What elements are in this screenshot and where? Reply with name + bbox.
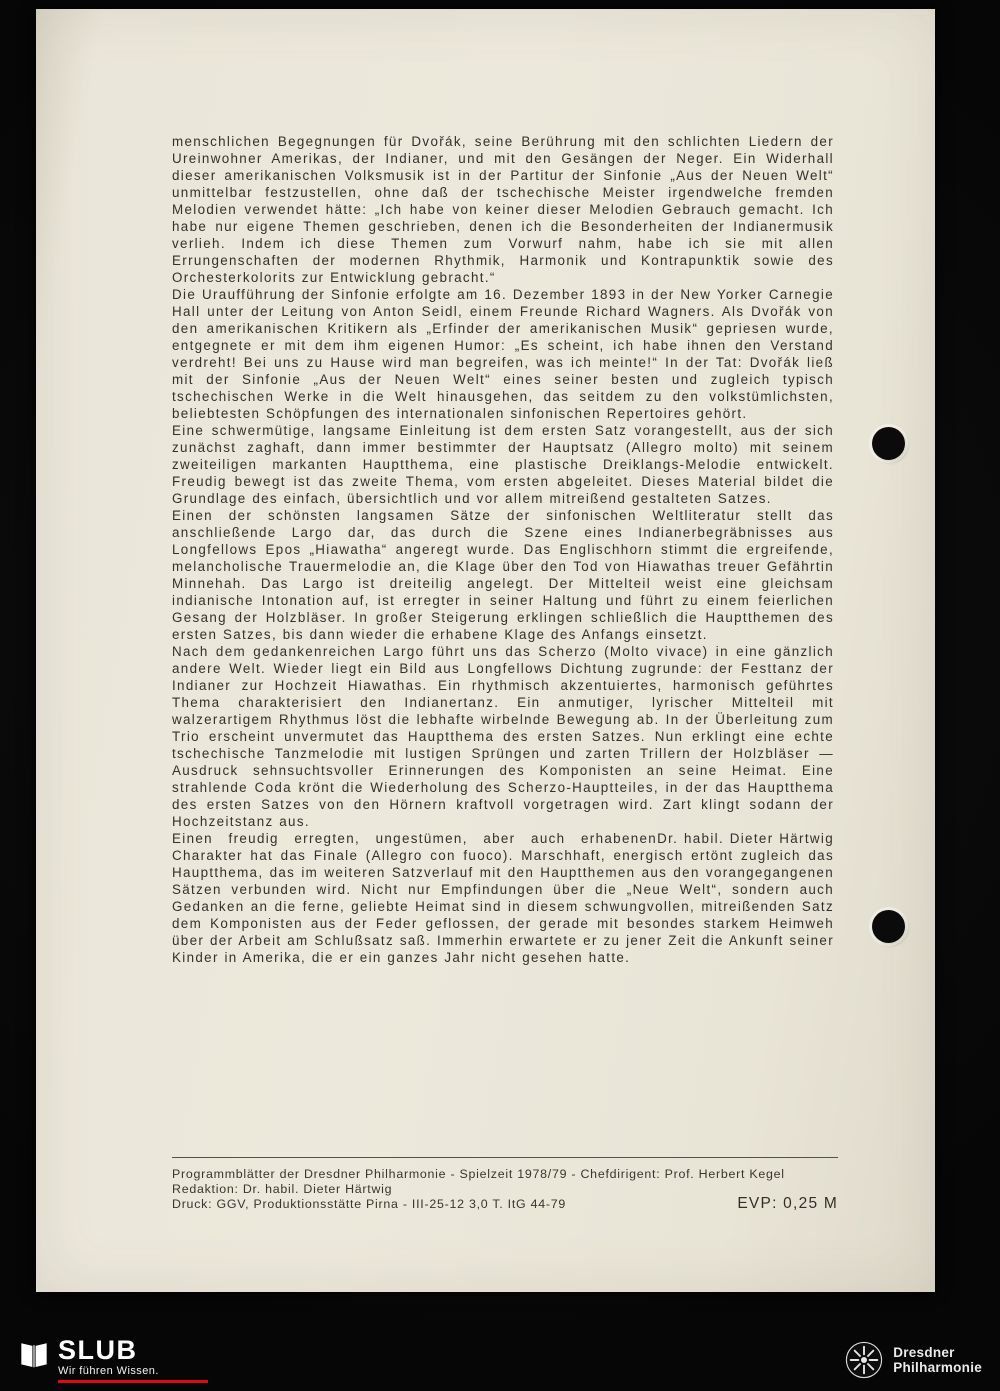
paragraph: Eine schwermütige, langsame Einleitung ist dem ersten Satz vorangestellt, aus der sich zunächst zaghaft, dann immer bestimmter der Hauptsatz (Allegro molto) mit seinem zweiteiligen markanten Hauptthema, eine plastische Dreiklangs-Melodie entwickelt. Freudig bewegt ist das zweite Thema, vom ersten abgeleitet. Dieses Material bildet die Grundlage des einfach, übersichtlich und vor allem mitreißend gestalteten Satzes.	[172, 423, 834, 506]
philharmonie-wordmark	[893, 1345, 982, 1376]
philharmonie-name-line1: Dresdner	[893, 1344, 955, 1360]
scanned-page	[36, 9, 935, 1292]
imprint-block	[172, 1157, 838, 1211]
paragraph: Nach dem gedankenreichen Largo führt uns das Scherzo (Molto vivace) in eine gänzlich andere Welt. Wieder liegt ein Bild aus Longfellows Dichtung zugrunde: der Festtanz der Indianer zur Hochzeit Hiawathas. Ein rhythmisch akzentuiertes, harmonisch geführtes Thema charakterisiert den Indianertanz. Ein anmutiger, lyrischer Mittelteil mit walzerartigem Rhythmus löst die lebhafte wirbelnde Bewegung ab. In der Überleitung zum Trio erscheint unvermutet das Hauptthema des ersten Satzes. Nun erklingt eine echte tschechische Tanzmelodie mit lustigen Sprüngen und zarten Trillern der Holzbläser — Ausdruck sehnsuchtsvoller Erinnerungen des Komponisten an seine Heimat. Eine strahlende Coda krönt die Wiederholung des Scherzo-Hauptteiles, in der das Hauptthema des ersten Satzes von den Hörnern kraftvoll vorgetragen wird. Zart klingt sodann der Hochzeitstanz aus.	[172, 644, 834, 829]
price-label: EVP: 0,25 M	[737, 1194, 838, 1212]
paragraph	[172, 830, 834, 966]
imprint-line-print: Druck: GGV, Produktionsstätte Pirna - III-25-12 3,0 T. ItG 44-79	[172, 1196, 567, 1211]
imprint-line-publisher: Programmblätter der Dresdner Philharmonie - Spielzeit 1978/79 - Chefdirigent: Prof. Herbert Kegel	[172, 1167, 785, 1181]
philharmonie-emblem-icon	[845, 1341, 883, 1379]
author-signature: Dr. habil. Dieter Härtwig	[657, 831, 834, 846]
imprint-divider	[172, 1157, 838, 1158]
paragraph: menschlichen Begegnungen für Dvořák, seine Berührung mit den schlichten Liedern der Ureinwohner Amerikas, der Indianer, und mit den Gesängen der Neger. Ein Widerhall dieser amerikanischen Volksmusik ist in der Partitur der Sinfonie „Aus der Neuen Welt“ unmittelbar festzustellen, ohne daß der tschechische Meister irgendwelche fremden Melodien verwendet hätte: „Ich habe von keiner dieser Melodien Gebrauch gemacht. Ich habe nur eigene Themen geschrieben, denen ich die Besonderheiten der Indianermusik verlieh. Indem ich diese Themen zum Vorwurf nahm, habe ich sie mit allen Errungenschaften der modernen Rhythmik, Harmonik und Kontrapunktik sowie des Orchesterkolorits zur Entwicklung gebracht.“	[172, 134, 834, 285]
slub-name: SLUB	[58, 1335, 138, 1365]
philharmonie-name-line2: Philharmonie	[893, 1360, 982, 1375]
slub-logo	[18, 1337, 208, 1383]
paragraph: Einen der schönsten langsamen Sätze der sinfonischen Weltliteratur stellt das anschließende Largo dar, das durch die Szene eines Indianerbegräbnisses aus Longfellows Epos „Hiawatha“ angeregt wurde. Das Englischhorn stimmt die ergreifende, melancholische Trauermelodie an, die Klage über den Tod von Hiawathas treuer Gefährtin Minnehah. Das Largo ist dreiteilig angelegt. Der Mittelteil weist eine gleichsam indianische Intonation auf, ist erregter in seiner Haltung und führt zu einem feierlichen Gesang der Holzbläser. In großer Steigerung erklingen schließlich die Hauptthemen des ersten Satzes, bis dann wieder die erhabene Klage des Anfangs einsetzt.	[172, 508, 834, 642]
imprint-line-editor: Redaktion: Dr. habil. Dieter Härtwig	[172, 1181, 393, 1196]
paragraph-text: Einen freudig erregten, ungestümen, aber auch erhabenen Charakter hat das Finale (Allegro con fuoco). Marschhaft, energisch ertönt zugleich das Hauptthema, das im weiteren Satzverlauf mit den Hauptthemen aus den vorangegangenen Sätzen verbunden wird. Nicht nur Empfindungen über die „Neue Welt“, sondern auch Gedanken an die ferne, geliebte Heimat sind in diesem schwungvollen, mitreißenden Satz dem Komponisten aus der Feder geflossen, der gerade mit besondes starkem Heimweh über der Arbeit am Schlußsatz saß. Immerhin erwartete er zu jener Zeit die Ankunft seiner Kinder in Amerika, die er ein ganzes Jahr nicht gesehen hatte.	[172, 831, 834, 965]
slub-red-rule	[58, 1380, 208, 1383]
slub-wordmark	[58, 1337, 208, 1383]
slub-tagline: Wir führen Wissen.	[58, 1365, 159, 1377]
punch-hole	[872, 427, 905, 460]
book-icon	[18, 1339, 50, 1371]
article-text	[172, 133, 834, 966]
philharmonie-logo	[845, 1341, 982, 1379]
paragraph: Die Uraufführung der Sinfonie erfolgte am 16. Dezember 1893 in der New Yorker Carnegie Hall unter der Leitung von Anton Seidl, einem Freunde Richard Wagners. Als Dvořák von den amerikanischen Kritikern als „Erfinder der amerikanischen Musik“ gepriesen wurde, entgegnete er mit dem ihm eigenen Humor: „Es scheint, ich habe ihnen den Verstand verdreht! Bei uns zu Hause wird man begreifen, was ich meinte!“ In der Tat: Dvořák ließ mit der Sinfonie „Aus der Neuen Welt“ eines seiner besten und zugleich typisch tschechischen Werke in die Welt hinausgehen, das seitdem zu den volkstümlichsten, beliebtesten Schöpfungen des internationalen sinfonischen Repertoires gehört.	[172, 287, 834, 421]
punch-hole	[872, 910, 905, 943]
